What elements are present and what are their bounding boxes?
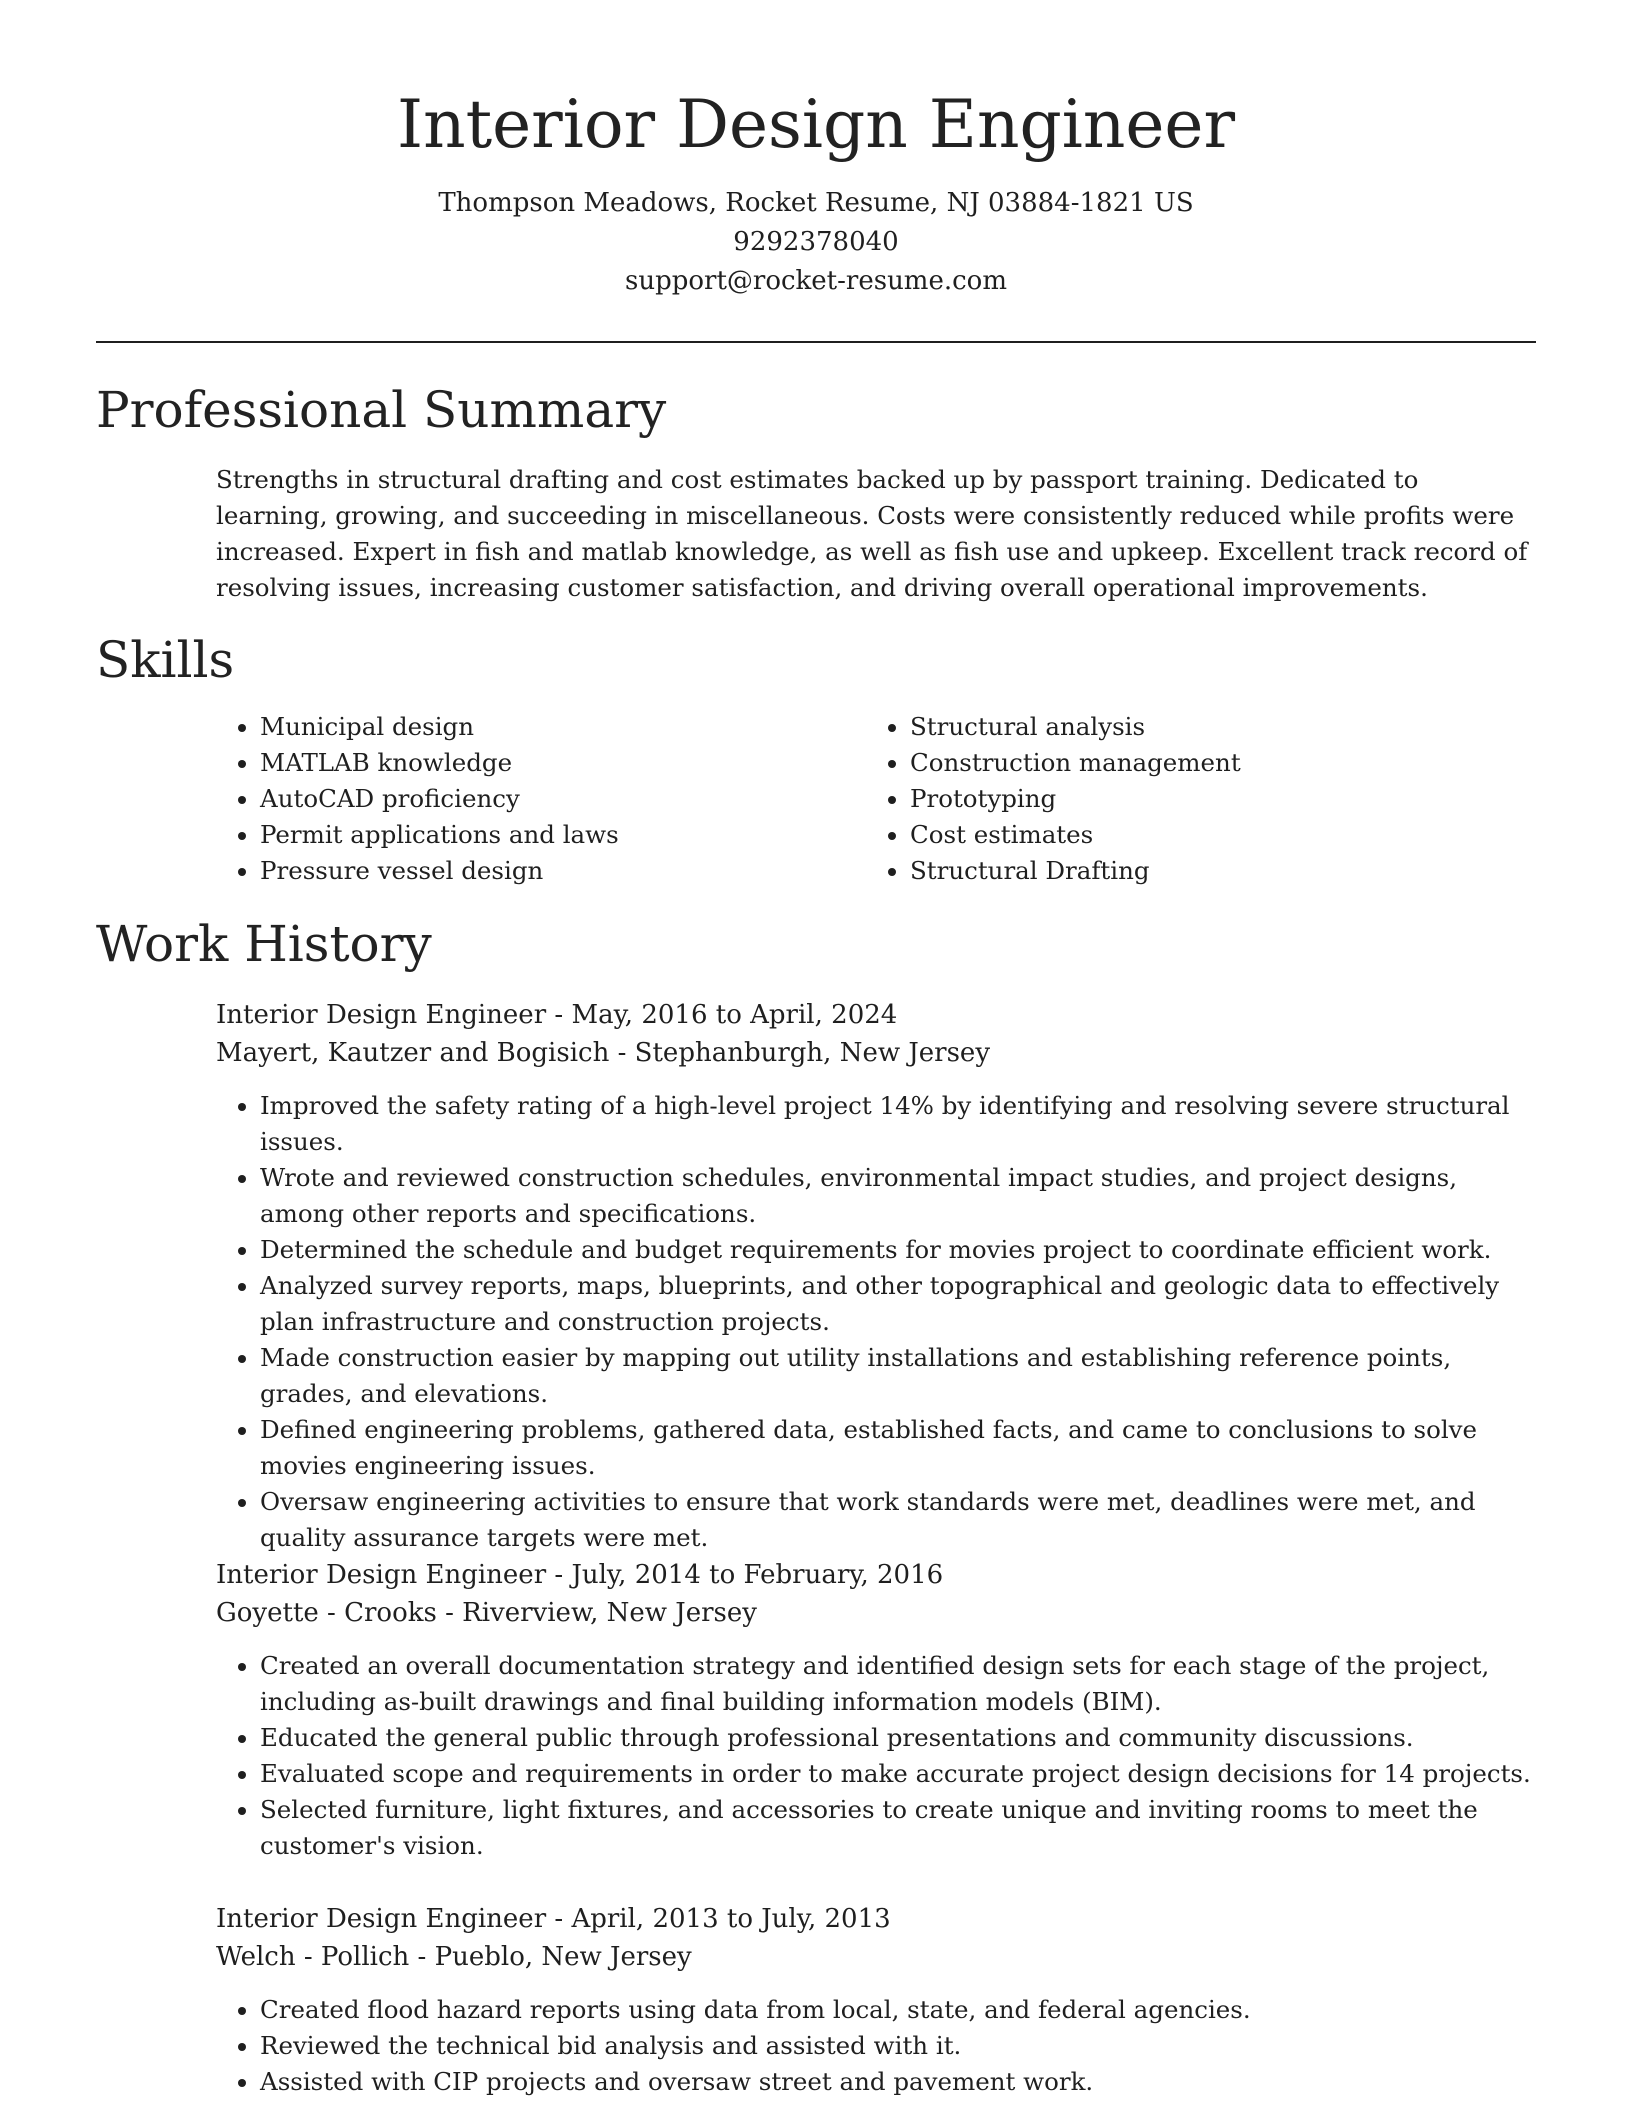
skill-item: • MATLAB knowledge — [260, 745, 866, 781]
job-bullet: • Determined the schedule and budget requirements for movies project to coordinate efficient work. — [260, 1232, 1546, 1268]
candidate-title: Interior Design Engineer — [397, 86, 1235, 163]
job-separator: - — [554, 1000, 572, 1030]
job-bullet: • Oversaw engineering activities to ensure that work standards were met, deadlines were met, and quality assurance targets were met. — [260, 1484, 1546, 1556]
job-entry — [216, 1556, 1546, 1864]
skills-list — [216, 709, 1536, 889]
job-bullet: • Reviewed the technical bid analysis and assisted with it. — [260, 2028, 1546, 2064]
job-bullets — [216, 1088, 1546, 1556]
resume-header — [0, 80, 1632, 301]
job-bullets — [216, 1992, 1546, 2100]
job-company: Goyette - Crooks — [216, 1598, 437, 1628]
job-bullet: • Created an overall documentation strategy and identified design sets for each stage of the project, including as-built drawings and final building information models (BIM). — [260, 1648, 1546, 1720]
job-bullet: • Created flood hazard reports using data from local, state, and federal agencies. — [260, 1992, 1546, 2028]
job-entry — [216, 996, 1546, 1556]
job-bullet: • Wrote and reviewed construction schedules, environmental impact studies, and project designs, among other reports and specifications. — [260, 1160, 1546, 1232]
job-bullet: • Defined engineering problems, gathered data, established facts, and came to conclusions to solve movies engineering issues. — [260, 1412, 1546, 1484]
job-role: Interior Design Engineer — [216, 1904, 547, 1934]
skills-column-left — [216, 709, 866, 889]
header-divider — [96, 341, 1536, 343]
job-title-line — [216, 1556, 1546, 1594]
skills-column-right — [866, 709, 1516, 889]
contact-address: Thompson Meadows, Rocket Resume, NJ 03884-1821 US — [438, 188, 1194, 218]
skills-heading: Skills — [96, 631, 235, 689]
job-bullet: • Selected furniture, light fixtures, and accessories to create unique and inviting rooms to meet the customer's vision. — [260, 1792, 1546, 1864]
job-company: Welch - Pollich — [216, 1942, 410, 1972]
job-location: Riverview, New Jersey — [462, 1598, 757, 1628]
job-company-line — [216, 1938, 1546, 1976]
job-company: Mayert, Kautzer and Bogisich — [216, 1038, 610, 1068]
job-dates: April, 2013 to July, 2013 — [571, 1904, 891, 1934]
job-bullets — [216, 1648, 1546, 1864]
job-role: Interior Design Engineer — [216, 1000, 547, 1030]
job-bullet: • Analyzed survey reports, maps, blueprints, and other topographical and geologic data to effectively plan infrastructure and construction projects. — [260, 1268, 1546, 1340]
job-separator: - — [445, 1598, 463, 1628]
skill-item: • Structural Drafting — [910, 853, 1516, 889]
job-separator: - — [554, 1904, 572, 1934]
job-role: Interior Design Engineer — [216, 1560, 547, 1590]
job-title-line — [216, 1900, 1546, 1938]
skill-item: • Permit applications and laws — [260, 817, 866, 853]
skill-item: • Pressure vessel design — [260, 853, 866, 889]
job-bullet: • Assisted with CIP projects and oversaw street and pavement work. — [260, 2064, 1546, 2100]
contact-email: support@rocket-resume.com — [624, 266, 1007, 296]
job-company-line — [216, 1594, 1546, 1632]
job-separator: - — [554, 1560, 572, 1590]
job-entry — [216, 1900, 1546, 2100]
summary-text: Strengths in structural drafting and cost estimates backed up by passport training. Dedicated to learning, growing, and succeeding in miscellaneous. Costs were consistently reduced while profits were increased. Expert in fish and matlab knowledge, as well as fish use and upkeep. Excellent track record of resolving issues, increasing customer satisfaction, and driving overall operational improvements. — [216, 465, 1528, 602]
job-location: Stephanburgh, New Jersey — [634, 1038, 991, 1068]
job-dates: July, 2014 to February, 2016 — [571, 1560, 944, 1590]
job-bullet: • Educated the general public through professional presentations and community discussions. — [260, 1720, 1546, 1756]
summary-heading: Professional Summary — [96, 381, 667, 439]
job-company-line — [216, 1034, 1546, 1072]
skill-item: • Prototyping — [910, 781, 1516, 817]
job-dates: May, 2016 to April, 2024 — [571, 1000, 898, 1030]
contact-phone: 9292378040 — [733, 227, 899, 257]
job-bullet: • Evaluated scope and requirements in order to make accurate project design decisions for 14 projects. — [260, 1756, 1546, 1792]
job-bullet: • Improved the safety rating of a high-level project 14% by identifying and resolving severe structural issues. — [260, 1088, 1546, 1160]
skill-item: • Construction management — [910, 745, 1516, 781]
skill-item: • AutoCAD proficiency — [260, 781, 866, 817]
skill-item: • Cost estimates — [910, 817, 1516, 853]
job-bullet: • Made construction easier by mapping out utility installations and establishing reference points, grades, and elevations. — [260, 1340, 1546, 1412]
skill-item: • Municipal design — [260, 709, 866, 745]
skill-item: • Structural analysis — [910, 709, 1516, 745]
job-separator: - — [417, 1942, 435, 1972]
job-separator: - — [617, 1038, 635, 1068]
job-title-line — [216, 996, 1546, 1034]
work-history-heading: Work History — [96, 915, 432, 973]
contact-block — [0, 184, 1632, 301]
job-location: Pueblo, New Jersey — [434, 1942, 692, 1972]
